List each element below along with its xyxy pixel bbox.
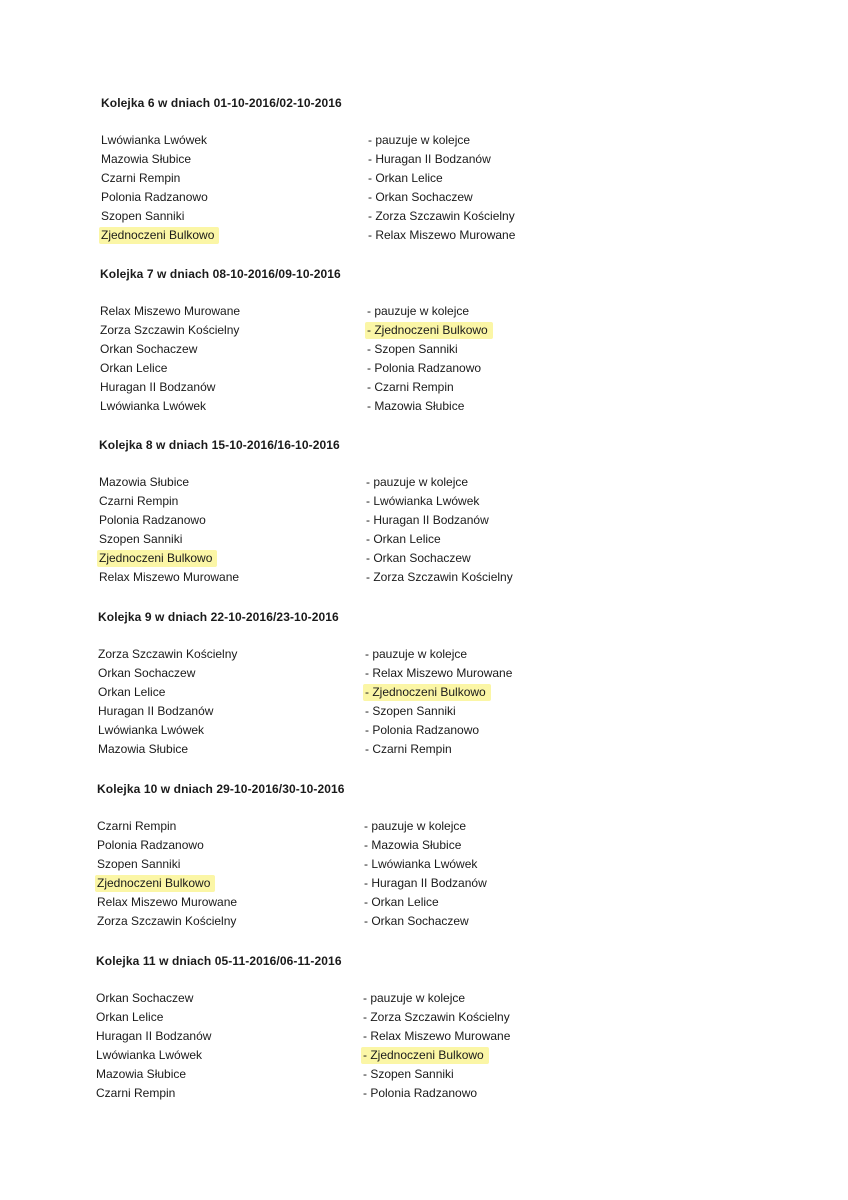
home-team — [99, 568, 239, 587]
round-title: Kolejka 8 w dniach 15-10-2016/16-10-2016 — [99, 438, 340, 452]
round-title: Kolejka 10 w dniach 29-10-2016/30-10-2016 — [97, 782, 345, 796]
away-team — [366, 549, 471, 568]
match-row — [97, 817, 797, 836]
team-name: Orkan Lelice — [96, 1010, 164, 1024]
home-team — [100, 321, 239, 340]
home-team — [97, 855, 180, 874]
home-team — [98, 664, 195, 683]
team-name: - Orkan Sochaczew — [366, 551, 471, 565]
match-row — [97, 893, 797, 912]
team-name: Orkan Sochaczew — [100, 342, 198, 356]
highlighted-team-name: Zjednoczeni Bulkowo — [99, 227, 219, 244]
away-team — [366, 568, 513, 587]
round-title: Kolejka 6 w dniach 01-10-2016/02-10-2016 — [101, 96, 342, 110]
match-row — [97, 874, 797, 893]
team-name: - Orkan Sochaczew — [368, 190, 473, 204]
team-name: Szopen Sanniki — [99, 532, 183, 546]
match-row — [100, 302, 800, 321]
home-team — [101, 131, 207, 150]
home-team — [100, 359, 167, 378]
team-name: - Lwówianka Lwówek — [366, 494, 480, 508]
match-row — [101, 169, 801, 188]
team-name: - Zorza Szczawin Kościelny — [366, 570, 513, 584]
match-row — [96, 1084, 796, 1103]
match-row — [97, 836, 797, 855]
team-name: - pauzuje w kolejce — [367, 304, 470, 318]
team-name: Relax Miszewo Murowane — [100, 304, 241, 318]
match-row — [97, 855, 797, 874]
team-name: - Orkan Sochaczew — [364, 914, 469, 928]
away-team — [366, 492, 479, 511]
team-name: - Orkan Lelice — [368, 171, 443, 185]
away-team — [363, 1008, 510, 1027]
team-name: - pauzuje w kolejce — [364, 819, 467, 833]
home-team — [100, 397, 206, 416]
team-name: - Polonia Radzanowo — [363, 1086, 478, 1100]
match-row — [99, 530, 799, 549]
team-name: Czarni Rempin — [96, 1086, 176, 1100]
round-title: Kolejka 9 w dniach 22-10-2016/23-10-2016 — [98, 610, 339, 624]
home-team — [96, 1008, 163, 1027]
team-name: - pauzuje w kolejce — [365, 647, 468, 661]
home-team — [101, 169, 180, 188]
match-row — [100, 359, 800, 378]
team-name: - Mazowia Słubice — [364, 838, 462, 852]
team-name: - Relax Miszewo Murowane — [363, 1029, 511, 1043]
team-name: Zorza Szczawin Kościelny — [98, 647, 238, 661]
team-name: - Szopen Sanniki — [365, 704, 456, 718]
home-team — [100, 340, 197, 359]
team-name: Czarni Rempin — [99, 494, 179, 508]
match-row — [101, 207, 801, 226]
home-team — [99, 473, 189, 492]
away-team — [368, 207, 515, 226]
home-team — [99, 549, 217, 568]
team-name: Zorza Szczawin Kościelny — [97, 914, 237, 928]
away-team — [366, 530, 441, 549]
away-team — [364, 817, 466, 836]
team-name: Huragan II Bodzanów — [100, 380, 216, 394]
away-team — [368, 131, 470, 150]
team-name: Mazowia Słubice — [99, 475, 190, 489]
home-team — [97, 893, 237, 912]
home-team — [99, 511, 206, 530]
home-team — [99, 530, 182, 549]
away-team — [367, 302, 469, 321]
away-team — [367, 378, 454, 397]
team-name: Relax Miszewo Murowane — [99, 570, 240, 584]
away-team — [368, 188, 473, 207]
home-team — [96, 1027, 211, 1046]
home-team — [96, 1046, 202, 1065]
home-team — [98, 740, 188, 759]
match-row — [98, 683, 798, 702]
home-team — [101, 188, 208, 207]
match-row — [96, 1027, 796, 1046]
round-title: Kolejka 7 w dniach 08-10-2016/09-10-2016 — [100, 267, 341, 281]
home-team — [98, 645, 237, 664]
team-name: Mazowia Słubice — [96, 1067, 187, 1081]
home-team — [98, 683, 165, 702]
away-team — [367, 321, 493, 340]
away-team — [367, 340, 458, 359]
team-name: Lwówianka Lwówek — [96, 1048, 203, 1062]
away-team — [363, 1084, 477, 1103]
away-team — [366, 473, 468, 492]
highlighted-team-name: Zjednoczeni Bulkowo — [95, 875, 215, 892]
away-team — [365, 683, 491, 702]
team-name: - Huragan II Bodzanów — [366, 513, 489, 527]
away-team — [367, 359, 481, 378]
home-team — [100, 302, 240, 321]
match-row — [101, 131, 801, 150]
home-team — [101, 150, 191, 169]
team-name: Orkan Lelice — [98, 685, 166, 699]
match-row — [100, 397, 800, 416]
team-name: - Orkan Lelice — [364, 895, 439, 909]
team-name: Lwówianka Lwówek — [98, 723, 205, 737]
home-team — [96, 1065, 186, 1084]
away-team — [365, 740, 452, 759]
match-row — [96, 1065, 796, 1084]
team-name: - Huragan II Bodzanów — [364, 876, 487, 890]
team-name: - Lwówianka Lwówek — [364, 857, 478, 871]
away-team — [363, 1065, 454, 1084]
team-name: Orkan Sochaczew — [98, 666, 196, 680]
highlighted-team-name: Zjednoczeni Bulkowo — [97, 550, 217, 567]
away-team — [364, 855, 477, 874]
team-name: Huragan II Bodzanów — [98, 704, 214, 718]
away-team — [365, 702, 456, 721]
match-row — [99, 568, 799, 587]
home-team — [98, 702, 213, 721]
home-team — [96, 989, 193, 1008]
away-team — [365, 664, 512, 683]
team-name: - Relax Miszewo Murowane — [365, 666, 513, 680]
match-row — [99, 511, 799, 530]
highlighted-team-name: - Zjednoczeni Bulkowo — [365, 322, 493, 339]
home-team — [97, 874, 215, 893]
team-name: Czarni Rempin — [101, 171, 181, 185]
team-name: - Szopen Sanniki — [367, 342, 458, 356]
team-name: Zorza Szczawin Kościelny — [100, 323, 240, 337]
match-row — [97, 912, 797, 931]
team-name: Lwówianka Lwówek — [100, 399, 207, 413]
home-team — [100, 378, 215, 397]
team-name: - Zorza Szczawin Kościelny — [368, 209, 515, 223]
away-team — [365, 721, 479, 740]
home-team — [96, 1084, 175, 1103]
away-team — [368, 169, 443, 188]
match-row — [96, 989, 796, 1008]
home-team — [97, 836, 204, 855]
match-row — [100, 378, 800, 397]
home-team — [101, 207, 184, 226]
away-team — [367, 397, 464, 416]
team-name: - Szopen Sanniki — [363, 1067, 454, 1081]
match-row — [98, 702, 798, 721]
team-name: - Czarni Rempin — [367, 380, 454, 394]
team-name: - pauzuje w kolejce — [368, 133, 471, 147]
away-team — [364, 836, 461, 855]
away-team — [364, 874, 487, 893]
match-row — [101, 188, 801, 207]
away-team — [363, 989, 465, 1008]
home-team — [97, 817, 176, 836]
match-row — [101, 150, 801, 169]
team-name: Relax Miszewo Murowane — [97, 895, 238, 909]
team-name: - Orkan Lelice — [366, 532, 441, 546]
team-name: - pauzuje w kolejce — [363, 991, 466, 1005]
away-team — [365, 645, 467, 664]
team-name: Czarni Rempin — [97, 819, 177, 833]
team-name: - Mazowia Słubice — [367, 399, 465, 413]
team-name: Lwówianka Lwówek — [101, 133, 208, 147]
team-name: - Relax Miszewo Murowane — [368, 228, 516, 242]
team-name: - Zorza Szczawin Kościelny — [363, 1010, 510, 1024]
match-row — [99, 473, 799, 492]
team-name: Polonia Radzanowo — [101, 190, 208, 204]
away-team — [364, 912, 469, 931]
match-row — [98, 664, 798, 683]
match-row — [100, 340, 800, 359]
away-team — [363, 1046, 489, 1065]
team-name: Mazowia Słubice — [101, 152, 192, 166]
highlighted-team-name: - Zjednoczeni Bulkowo — [363, 684, 491, 701]
match-row — [96, 1008, 796, 1027]
match-row — [98, 645, 798, 664]
team-name: Szopen Sanniki — [97, 857, 181, 871]
team-name: - Polonia Radzanowo — [367, 361, 482, 375]
away-team — [368, 150, 491, 169]
home-team — [98, 721, 204, 740]
team-name: Orkan Lelice — [100, 361, 168, 375]
team-name: Orkan Sochaczew — [96, 991, 194, 1005]
match-row — [98, 721, 798, 740]
team-name: Szopen Sanniki — [101, 209, 185, 223]
match-row — [99, 492, 799, 511]
home-team — [99, 492, 178, 511]
team-name: - Huragan II Bodzanów — [368, 152, 491, 166]
match-row — [100, 321, 800, 340]
team-name: Huragan II Bodzanów — [96, 1029, 212, 1043]
team-name: - Czarni Rempin — [365, 742, 452, 756]
team-name: Mazowia Słubice — [98, 742, 189, 756]
match-row — [101, 226, 801, 245]
team-name: Polonia Radzanowo — [99, 513, 206, 527]
match-row — [98, 740, 798, 759]
team-name: - pauzuje w kolejce — [366, 475, 469, 489]
away-team — [363, 1027, 510, 1046]
team-name: Polonia Radzanowo — [97, 838, 204, 852]
away-team — [364, 893, 439, 912]
team-name: - Polonia Radzanowo — [365, 723, 480, 737]
away-team — [366, 511, 489, 530]
away-team — [368, 226, 515, 245]
highlighted-team-name: - Zjednoczeni Bulkowo — [361, 1047, 489, 1064]
home-team — [97, 912, 236, 931]
home-team — [101, 226, 219, 245]
round-title: Kolejka 11 w dniach 05-11-2016/06-11-2016 — [96, 954, 342, 968]
match-row — [96, 1046, 796, 1065]
match-row — [99, 549, 799, 568]
